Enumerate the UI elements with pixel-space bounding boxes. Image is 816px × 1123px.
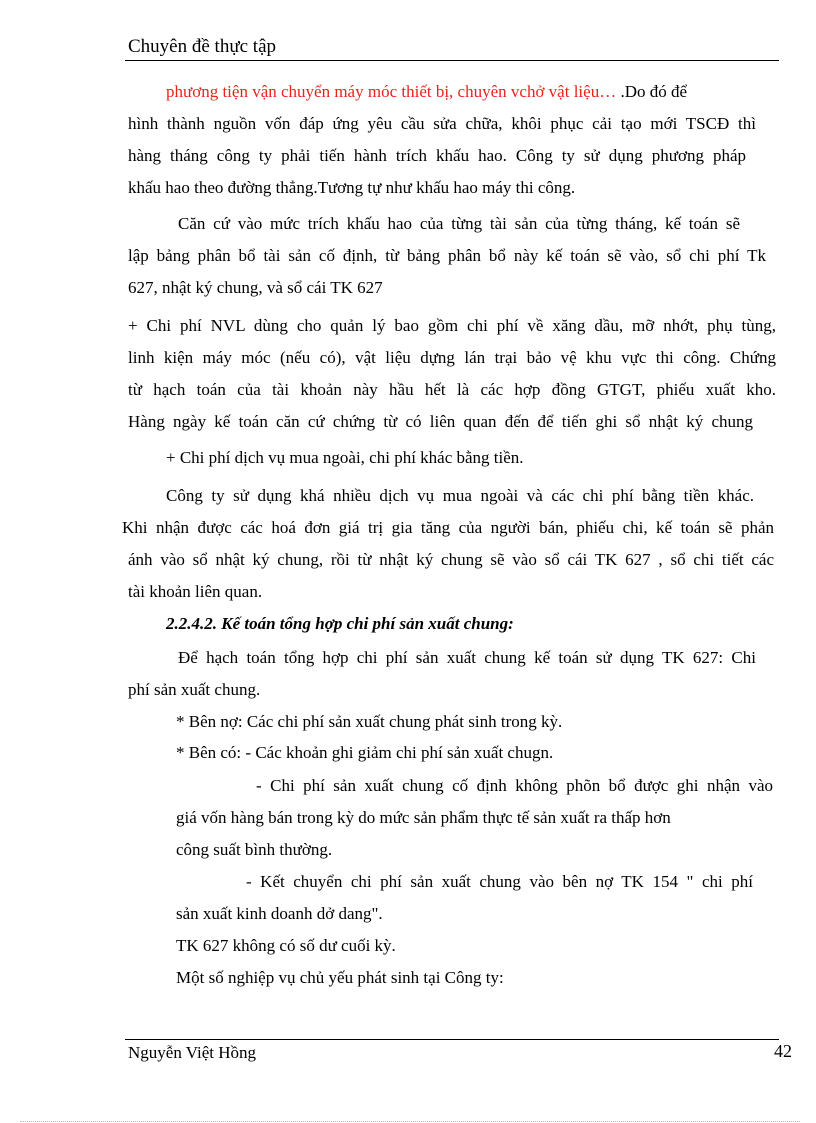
paragraph-line: linh kiện máy móc (nếu có), vật liệu dựng lán trại bảo vệ khu vực thi công. Chứng <box>128 348 776 367</box>
paragraph-line: hình thành nguồn vốn đáp ứng yêu cầu sửa chữa, khôi phục cải tạo mới TSCĐ thì <box>128 114 756 133</box>
credit-item-line: sản xuất kinh doanh dở dang". <box>176 904 383 923</box>
paragraph-line: từ hạch toán của tài khoản này hầu hết là các hợp đồng GTGT, phiếu xuất kho. <box>128 380 776 399</box>
paragraph-line: + Chi phí NVL dùng cho quản lý bao gồm chi phí về xăng dầu, mỡ nhớt, phụ tùng, <box>128 316 776 335</box>
paragraph-line: Để hạch toán tổng hợp chi phí sản xuất chung kế toán sử dụng TK 627: Chi <box>178 648 756 667</box>
page-edge-divider <box>20 1121 800 1122</box>
paragraph-line <box>166 82 687 102</box>
credit-item-line: - Kết chuyển chi phí sản xuất chung vào bên nợ TK 154 " chi phí <box>246 872 753 891</box>
paragraph-line: tài khoản liên quan. <box>128 582 263 601</box>
paragraph-line: Công ty sử dụng khá nhiều dịch vụ mua ngoài và các chi phí bằng tiền khác. <box>166 486 754 505</box>
credit-item-line: giá vốn hàng bán trong kỳ do mức sản phẩm thực tế sản xuất ra thấp hơn <box>176 808 671 827</box>
header-title: Chuyên đề thực tập <box>128 36 277 57</box>
credit-item-line: - Chi phí sản xuất chung cố định không phõn bổ được ghi nhận vào <box>256 776 773 795</box>
operations-intro: Một số nghiệp vụ chủ yếu phát sinh tại Công ty: <box>176 968 504 987</box>
page-number: 42 <box>774 1041 792 1061</box>
credit-line: * Bên có: - Các khoản ghi giảm chi phí sản xuất chugn. <box>176 743 554 762</box>
section-heading: 2.2.4.2. Kế toán tổng hợp chi phí sản xuất chung: <box>166 614 514 633</box>
credit-item-line: công suất bình thường. <box>176 840 333 859</box>
paragraph-line: Khi nhận được các hoá đơn giá trị gia tăng của người bán, phiếu chi, kế toán sẽ phản <box>122 518 774 537</box>
paragraph-line: lập bảng phân bổ tài sản cố định, từ bảng phân bổ này kế toán sẽ vào, sổ chi phí Tk <box>128 246 766 265</box>
body-text: .Do đó để <box>616 82 688 101</box>
paragraph-line: Căn cứ vào mức trích khấu hao của từng tài sản của từng tháng, kế toán sẽ <box>178 214 740 233</box>
paragraph-line: hàng tháng công ty phải tiến hành trích khấu hao. Công ty sử dụng phương pháp <box>128 146 746 165</box>
paragraph-line: 627, nhật ký chung, và sổ cái TK 627 <box>128 278 383 297</box>
paragraph-line: + Chi phí dịch vụ mua ngoài, chi phí khác bằng tiền. <box>166 448 524 467</box>
balance-line: TK 627 không có số dư cuối kỳ. <box>176 936 396 955</box>
highlighted-text: phương tiện vận chuyển máy móc thiết bị, chuyên vchở vật liệu… <box>166 82 617 101</box>
debit-line: * Bên nợ: Các chi phí sản xuất chung phát sinh trong kỳ. <box>176 712 563 731</box>
paragraph-line: khấu hao theo đường thẳng.Tương tự như khấu hao máy thi công. <box>128 178 576 197</box>
footer-author: Nguyễn Việt Hồng <box>128 1043 257 1062</box>
paragraph-line: Hàng ngày kế toán căn cứ chứng từ có liên quan đến để tiến ghi sổ nhật ký chung <box>128 412 753 431</box>
footer-rule <box>125 1039 779 1040</box>
header-rule <box>125 60 779 61</box>
paragraph-line: ánh vào sổ nhật ký chung, rồi từ nhật ký chung sẽ vào sổ cái TK 627 , sổ chi tiết các <box>128 550 774 569</box>
paragraph-line: phí sản xuất chung. <box>128 680 261 699</box>
